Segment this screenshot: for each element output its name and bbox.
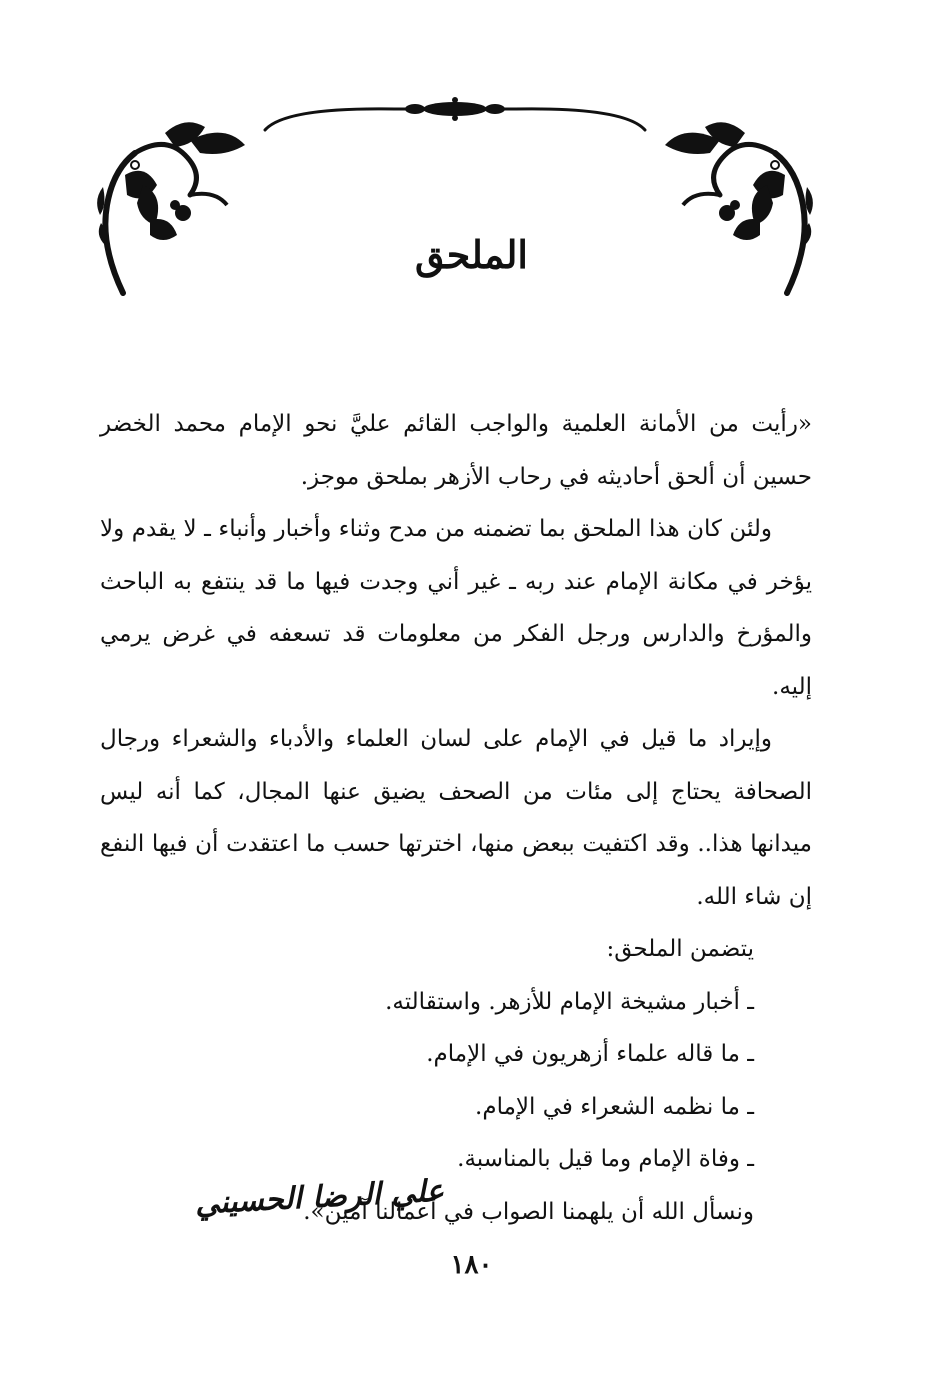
paragraph-3: وإيراد ما قيل في الإمام على لسان العلماء والأدباء والشعراء ورجال الصحافة يحتاج إلى مئات من الصحف يضيق عنها المجال، كما أنه ليس ميدانها هذا.. وقد اكتفيت ببعض منها، اخترتها حسب ما اعتقدت أن فيها النفع إن شاء الله.: [100, 726, 812, 910]
page-title: الملحق: [415, 232, 528, 277]
paragraph-2: ولئن كان هذا الملحق بما تضمنه من مدح وثناء وأخبار وأنباء ـ لا يقدم ولا يؤخر في مكانة الإمام عند ربه ـ غير أني وجدت فيها ما قد ينتفع به الباحث والمؤرخ والدارس ورجل الفكر من معلومات قد تسعفه في غرض يرمي إليه.: [100, 516, 812, 700]
list-intro: يتضمن الملحق:: [606, 936, 754, 962]
list-item-3: ـ ما نظمه الشعراء في الإمام.: [475, 1093, 754, 1120]
list-item-2: ـ ما قاله علماء أزهريون في الإمام.: [426, 1041, 754, 1067]
list-item-1: ـ أخبار مشيخة الإمام للأزهر. واستقالته.: [385, 988, 754, 1015]
paragraph-1: «رأيت من الأمانة العلمية والواجب القائم عليَّ نحو الإمام محمد الخضر حسين أن ألحق أحاديثه في رحاب الأزهر بملحق موجز.: [100, 411, 812, 490]
list-item-4: ـ وفاة الإمام وما قيل بالمناسبة.: [457, 1146, 754, 1172]
closing-line: ونسأل الله أن يلهمنا الصواب في أعمالنا آمين».: [303, 1198, 754, 1225]
author-signature: علي الرضا الحسيني: [194, 1173, 445, 1222]
page-number: ١٨٠: [450, 1250, 493, 1280]
ornament-center-knot: [405, 97, 505, 121]
body-text: [100, 398, 812, 1238]
